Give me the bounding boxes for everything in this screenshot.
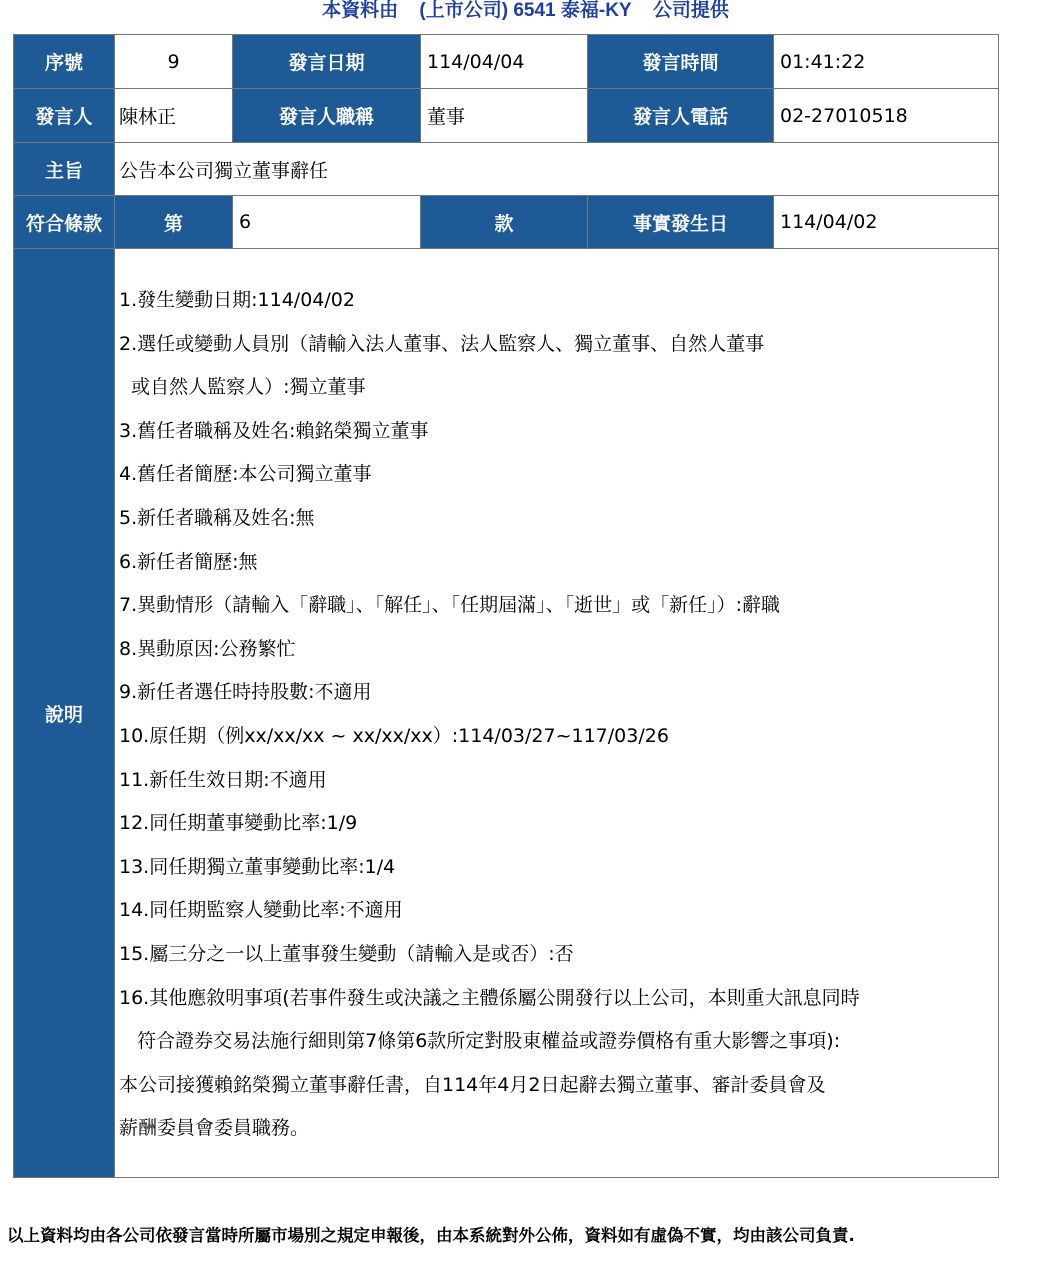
subject-value: 公告本公司獨立董事辭任 <box>115 143 999 196</box>
announcement-table <box>13 34 999 1178</box>
time-label: 發言時間 <box>588 35 774 89</box>
description-label: 說明 <box>14 249 115 1178</box>
description-line: 10.原任期（例xx/xx/xx ~ xx/xx/xx）:114/03/27~117/03/26 <box>119 724 669 747</box>
description-line: 2.選任或變動人員別（請輸入法人董事、法人監察人、獨立董事、自然人董事 <box>119 332 765 355</box>
page-header <box>0 0 1051 30</box>
clause-kuan-label: 款 <box>421 196 588 249</box>
table-row <box>14 249 999 1178</box>
speaker-label: 發言人 <box>14 89 115 143</box>
table-row <box>14 143 999 196</box>
fact-date-label: 事實發生日 <box>588 196 774 249</box>
seq-label: 序號 <box>14 35 115 89</box>
speaker-value: 陳林正 <box>115 89 233 143</box>
description-line: 本公司接獲賴銘榮獨立董事辭任書，自114年4月2日起辭去獨立董事、審計委員會及 <box>119 1073 826 1096</box>
clause-di-label: 第 <box>115 196 233 249</box>
table-row <box>14 196 999 249</box>
clause-value: 6 <box>233 196 421 249</box>
clause-label: 符合條款 <box>14 196 115 249</box>
description-cell <box>115 249 999 1178</box>
description-line: 符合證券交易法施行細則第7條第6款所定對股東權益或證券價格有重大影響之事項): <box>119 1030 841 1053</box>
description-line: 12.同任期董事變動比率:1/9 <box>119 812 358 835</box>
description-line: 15.屬三分之一以上董事發生變動（請輸入是或否）:否 <box>119 942 574 965</box>
description-line: 11.新任生效日期:不適用 <box>119 768 327 791</box>
description-line: 16.其他應敘明事項(若事件發生或決議之主體係屬公開發行以上公司，本則重大訊息同時 <box>119 986 860 1009</box>
phone-value: 02-27010518 <box>774 89 999 143</box>
subject-label: 主旨 <box>14 143 115 196</box>
disclaimer-footer: 以上資料均由各公司依發言當時所屬市場別之規定申報後，由本系統對外公佈，資料如有虛偽不實，均由該公司負責. <box>7 1226 855 1245</box>
table-row <box>14 35 999 89</box>
date-label: 發言日期 <box>233 35 421 89</box>
description-line: 6.新任者簡歷:無 <box>119 550 258 573</box>
description-line: 5.新任者職稱及姓名:無 <box>119 506 315 529</box>
header-prefix: 本資料由 <box>322 0 399 21</box>
description-line: 4.舊任者簡歷:本公司獨立董事 <box>119 463 372 486</box>
description-line: 9.新任者選任時持股數:不適用 <box>119 681 372 704</box>
description-line: 3.舊任者職稱及姓名:賴銘榮獨立董事 <box>119 419 429 442</box>
header-suffix: 公司提供 <box>652 0 729 21</box>
description-body <box>115 249 998 1151</box>
speaker-title-label: 發言人職稱 <box>233 89 421 143</box>
description-line: 13.同任期獨立董事變動比率:1/4 <box>119 855 396 878</box>
header-company: (上市公司) 6541 泰福-KY <box>419 0 632 21</box>
time-value: 01:41:22 <box>774 35 999 89</box>
description-line: 14.同任期監察人變動比率:不適用 <box>119 899 403 922</box>
description-line: 7.異動情形（請輸入「辭職」、「解任」、「任期屆滿」、「逝世」或「新任」）:辭職 <box>119 594 781 617</box>
speaker-title-value: 董事 <box>421 89 588 143</box>
description-line: 1.發生變動日期:114/04/02 <box>119 289 355 311</box>
table-row <box>14 89 999 143</box>
description-line: 或自然人監察人）:獨立董事 <box>119 376 366 399</box>
description-line: 8.異動原因:公務繁忙 <box>119 637 296 660</box>
description-line: 薪酬委員會委員職務。 <box>119 1117 310 1140</box>
date-value: 114/04/04 <box>421 35 588 89</box>
phone-label: 發言人電話 <box>588 89 774 143</box>
fact-date-value: 114/04/02 <box>774 196 999 249</box>
seq-value: 9 <box>115 35 233 89</box>
